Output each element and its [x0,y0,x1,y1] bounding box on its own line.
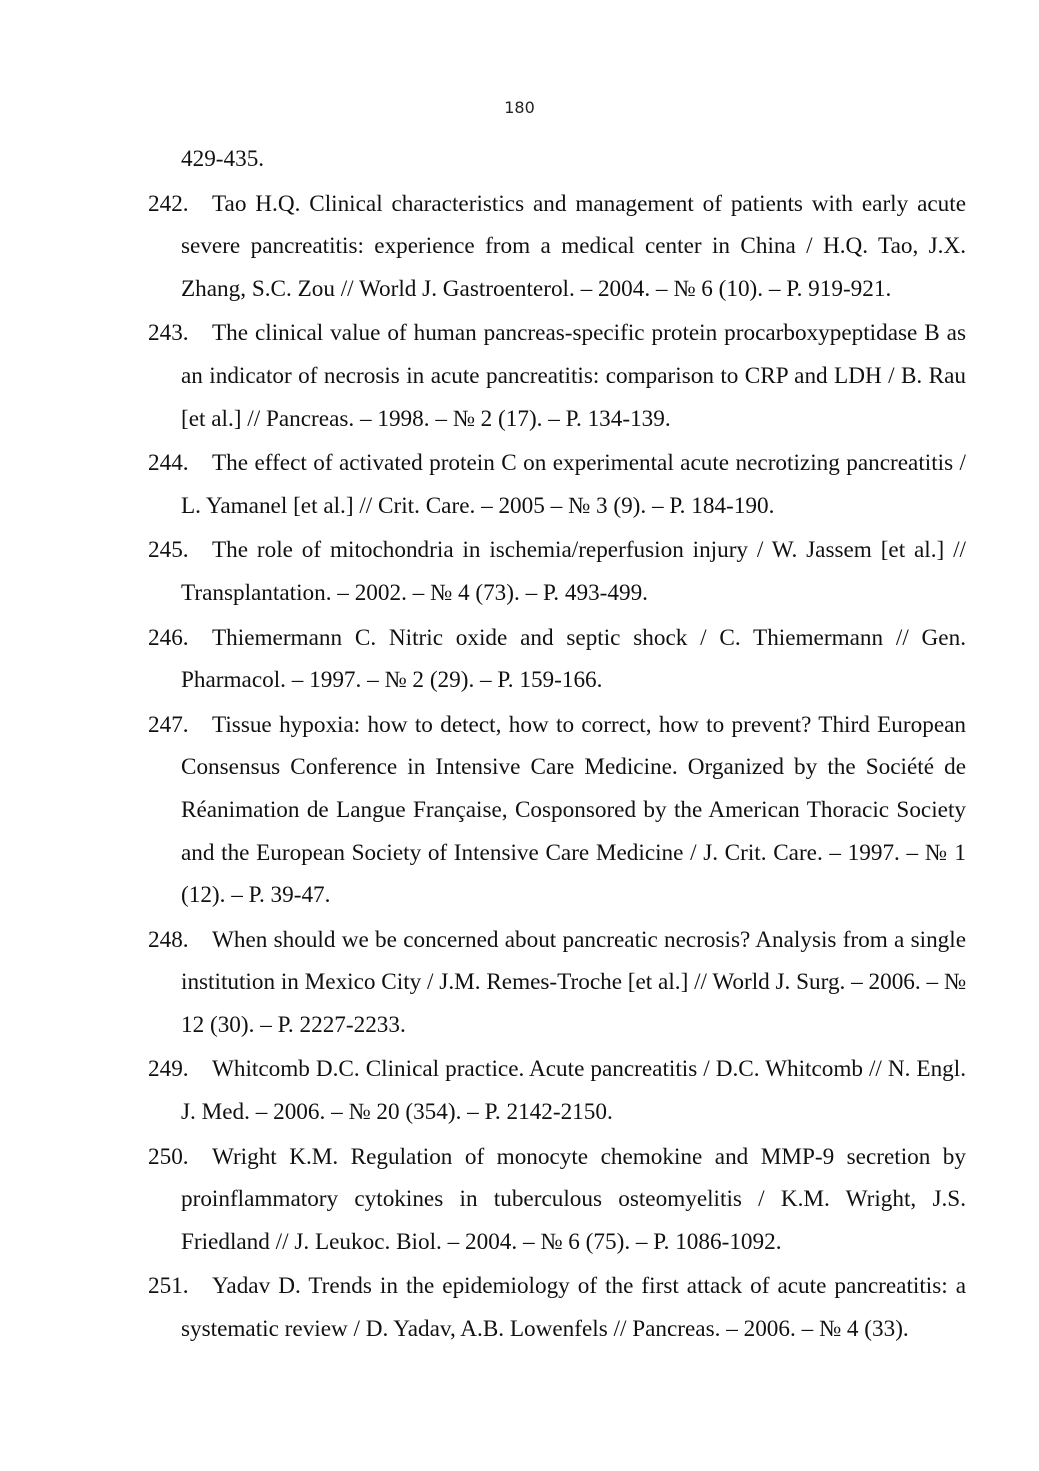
reference-item [148,1265,966,1350]
reference-item [148,312,966,440]
reference-number: 245. [148,537,189,564]
reference-number: 243. [148,320,189,347]
reference-text: The effect of activated protein C on experimental acute necrotizing pancreatitis / L. Yamanel [et al.] // Crit. Care. – 2005 – № 3 (9). – P. 184-190. [181,450,966,519]
reference-item [148,617,966,702]
reference-item [148,704,966,917]
reference-text: Yadav D. Trends in the epidemiology of the first attack of acute pancreatitis: a systematic review / D. Yadav, A.B. Lowenfels // Pancreas. – 2006. – № 4 (33). [181,1273,966,1343]
reference-text: When should we be concerned about pancreatic necrosis? Analysis from a single institution in Mexico City / J.M. Remes-Troche [et al.] // World J. Surg. – 2006. – № 12 (30). – P. 2227-2233. [181,926,966,1038]
reference-number: 248. [148,926,189,953]
reference-text: The role of mitochondria in ischemia/reperfusion injury / W. Jassem [et al.] // Transplantation. – 2002. – № 4 (73). – P. 493-499. [181,537,966,606]
reference-number: 246. [148,624,189,651]
reference-number: 249. [148,1056,189,1083]
reference-item [148,442,966,527]
reference-text: Thiemermann C. Nitric oxide and septic shock / C. Thiemermann // Gen. Pharmacol. – 1997. – № 2 (29). – P. 159-166. [181,624,966,694]
reference-text: Tissue hypoxia: how to detect, how to correct, how to prevent? Third European Consensus Conference in Intensive Care Medicine. Organized by the Société de Réanimation de Langue Française, Cosponsored by the American Thoracic Society and the European Society of Intensive Care Medicine / J. Crit. Care. – 1997. – № 1 (12). – P. 39-47. [181,711,966,909]
reference-text: Tao H.Q. Clinical characteristics and management of patients with early acute severe pancreatitis: experience from a medical center in China / H.Q. Tao, J.X. Zhang, S.C. Zou // World J. Gastroenterol. – 2004. – № 6 (10). – P. 919-921. [181,190,966,302]
reference-number: 251. [148,1273,189,1300]
reference-text: 429-435. [181,146,265,172]
reference-item [148,919,966,1047]
reference-number: 247. [148,711,189,738]
reference-text: Whitcomb D.C. Clinical practice. Acute pancreatitis / D.C. Whitcomb // N. Engl. J. Med. – 2006. – № 20 (354). – P. 2142-2150. [181,1056,966,1126]
reference-item [148,183,966,311]
reference-item [148,1048,966,1133]
reference-number: 244. [148,450,189,477]
reference-item [148,529,966,614]
page-number: 180 [504,98,535,117]
reference-items [148,183,966,1351]
reference-number: 250. [148,1143,189,1170]
reference-item [148,1136,966,1264]
reference-number: 242. [148,190,189,217]
reference-list [148,138,966,1353]
reference-text: The clinical value of human pancreas-specific protein procarboxypeptidase B as an indicator of necrosis in acute pancreatitis: comparison to CRP and LDH / B. Rau [et al.] // Pancreas. – 1998. – № 2 (17). – P. 134-139. [181,320,966,432]
reference-text: Wright K.M. Regulation of monocyte chemokine and MMP-9 secretion by proinflammatory cytokines in tuberculous osteomyelitis / K.M. Wright, J.S. Friedland // J. Leukoc. Biol. – 2004. – № 6 (75). – P. 1086-1092. [181,1143,966,1255]
reference-continuation [148,138,966,181]
